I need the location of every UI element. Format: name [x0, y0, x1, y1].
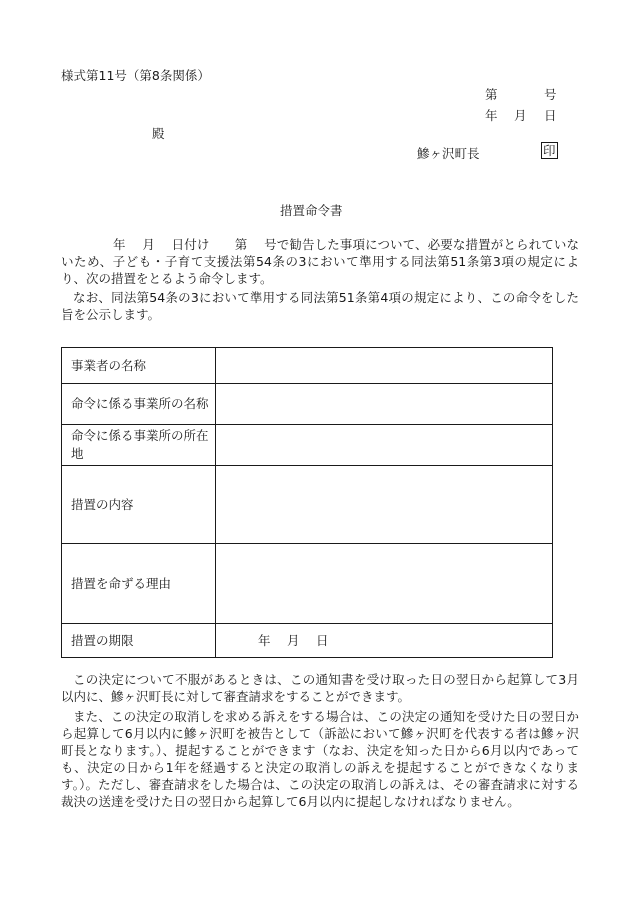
body-paragraph-1: 年 月 日付け 第 号で勧告した事項について、必要な措置がとられていないため、子ども・子育て支援法第54条の3において準用する同法第51条第3項の規定により、次の措置をとるよう命令します。	[61, 237, 579, 286]
table-row	[62, 544, 553, 624]
order-details-table	[61, 347, 553, 658]
table-row	[62, 348, 553, 384]
row-value-reason	[216, 544, 553, 624]
date-month: 月	[514, 108, 527, 123]
row-value-business-name	[216, 348, 553, 384]
row-label-measure-content: 措置の内容	[62, 466, 216, 544]
date-day: 日	[544, 108, 557, 123]
form-number: 様式第11号（第8条関係）	[61, 68, 210, 83]
addressee-honorific: 殿	[152, 126, 165, 141]
doc-number-prefix: 第	[485, 87, 498, 102]
row-label-reason: 措置を命ずる理由	[62, 544, 216, 624]
footer-paragraph-2: また、この決定の取消しを求める訴えをする場合は、この決定の通知を受けた日の翌日から起算して6月以内に鰺ヶ沢町を被告として（訴訟において鰺ヶ沢町を代表する者は鰺ヶ沢町長となります。）、提起することができます（なお、決定を知った日から6月以内であっても、決定の日から1年を経過すると決定の取消しの訴えを提起することができなくなります。）。ただし、審査請求をした場合は、この決定の取消しの訴えは、その審査請求に対する裁決の送達を受けた日の翌日から起算して6月以内に提起しなければなりません。	[61, 709, 579, 809]
table-row	[62, 466, 553, 544]
row-label-deadline: 措置の期限	[62, 624, 216, 658]
row-value-measure-content	[216, 466, 553, 544]
row-label-facility-name: 命令に係る事業所の名称	[62, 384, 216, 425]
issuer-name: 鰺ヶ沢町長	[417, 146, 480, 161]
row-value-facility-name	[216, 384, 553, 425]
doc-number-suffix: 号	[544, 87, 557, 102]
row-value-deadline: 年 月 日	[216, 624, 553, 658]
table-row	[62, 384, 553, 425]
row-label-facility-address: 命令に係る事業所の所在地	[62, 425, 216, 466]
row-label-business-name: 事業者の名称	[62, 348, 216, 384]
row-value-facility-address	[216, 425, 553, 466]
table-row	[62, 624, 553, 658]
document-title: 措置命令書	[280, 203, 343, 218]
body-paragraph-2: なお、同法第54条の3において準用する同法第51条第4項の規定により、この命令をした旨を公示します。	[61, 290, 579, 322]
seal-mark: 印	[543, 143, 556, 158]
table-row	[62, 425, 553, 466]
date-year: 年	[485, 108, 498, 123]
footer-paragraph-1: この決定について不服があるときは、この通知書を受け取った日の翌日から起算して3月以内に、鰺ヶ沢町長に対して審査請求をすることができます。	[61, 672, 579, 704]
